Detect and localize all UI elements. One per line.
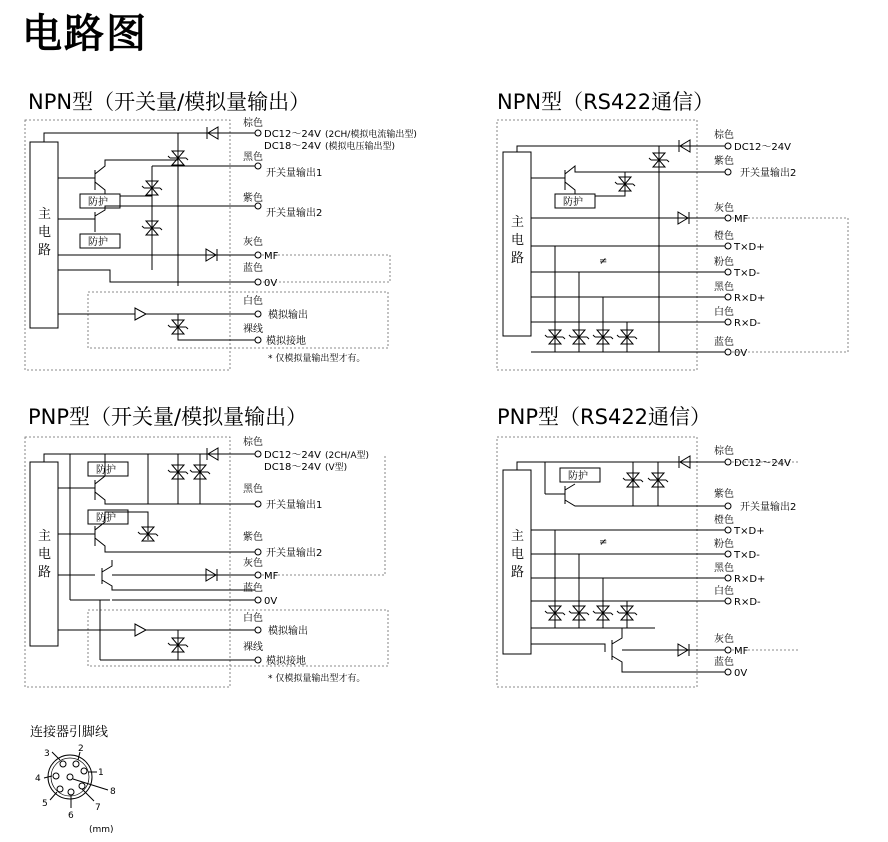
wire-label-bare: 裸线 [243,642,263,653]
protect-label: 防护 [88,197,108,208]
sw-out2-label: 开关量输出2 [266,208,323,219]
wire-label-gray: 灰色 [243,237,263,248]
main-circuit-char-3: 路 [38,565,52,580]
pin-6-label: 6 [68,811,74,821]
wire-label-gray: 灰色 [714,203,734,214]
wire-label-purple: 紫色 [243,193,263,204]
protect-label: 防护 [568,471,588,482]
rxd-minus-label: R×D- [734,318,761,329]
rxd-minus-label: R×D- [734,597,761,608]
zero-v-label: 0V [264,278,278,289]
svg-text:≠: ≠ [599,256,608,267]
wire-label-bare: 裸线 [243,324,263,335]
txd-minus-label: T×D- [734,550,760,561]
pnp-analog-circuit [25,435,388,687]
analog-note: * 仅模拟量输出型才有。 [268,674,366,684]
dc12-note: (2CH/A型) [325,451,369,461]
zero-v-label: 0V [264,596,278,607]
analog-gnd-label: 模拟接地 [266,656,306,667]
zero-v-label: 0V [734,348,748,359]
wire-label-purple: 紫色 [243,532,263,543]
sw-out2-label: 开关量输出2 [266,548,323,559]
zero-v-label: 0V [734,668,748,679]
dc18-label: DC18～24V [264,462,321,473]
wire-label-purple: 紫色 [714,489,734,500]
wire-label-brown: 棕色 [243,118,263,129]
amplifier-icon [135,308,146,320]
pnp-rs422-circuit [497,437,800,687]
sw-out2-label: 开关量输出2 [740,168,797,179]
wire-label-blue: 蓝色 [243,583,263,594]
dc12-label: DC12～24V [734,458,791,469]
wire-label-black: 黑色 [714,282,734,293]
dc12-label: DC12～24V [264,450,321,461]
wire-label-white: 白色 [714,307,734,318]
section-title-npn-analog: NPN型（开关量/模拟量输出） [28,90,311,114]
sw-out1-label: 开关量输出1 [266,500,323,511]
wire-label-blue: 蓝色 [243,263,263,274]
analog-out-label: 模拟输出 [268,626,308,637]
main-circuit-char-2: 电 [38,225,52,240]
main-circuit-box [503,470,531,654]
main-circuit-char-1: 主 [38,529,52,544]
main-circuit-char-3: 路 [511,565,525,580]
wire-label-brown: 棕色 [714,446,734,457]
wire-label-gray: 灰色 [714,634,734,645]
pin-1-label: 1 [98,768,104,778]
wire-label-brown: 棕色 [714,130,734,141]
main-circuit-char-2: 电 [511,547,525,562]
amplifier-icon [135,624,146,636]
pin-8-label: 8 [110,787,116,797]
dc18-note: (模拟电压输出型) [325,142,396,152]
protect-label: 防护 [96,465,116,476]
wire-label-orange: 橙色 [714,515,734,526]
wire-label-pink: 粉色 [714,257,734,268]
main-circuit-char-2: 电 [511,233,525,248]
npn-rs422-circuit [497,120,848,370]
npn-analog-circuit [25,116,417,370]
section-title-npn-rs422: NPN型（RS422通信） [497,90,715,114]
mf-label: MF [734,646,749,657]
pin-2-label: 2 [78,744,84,754]
rxd-plus-label: R×D+ [734,293,766,304]
protect-label: 防护 [88,237,108,248]
unit-label: (mm) [89,825,114,835]
connector-pinout [35,744,116,835]
dc12-label: DC12～24V [264,129,321,140]
analog-gnd-label: 模拟接地 [266,336,306,347]
protect-label: 防护 [96,513,116,524]
protect-label: 防护 [563,197,583,208]
section-title-pnp-analog: PNP型（开关量/模拟量输出） [28,405,308,429]
txd-plus-label: T×D+ [734,526,765,537]
wire-label-blue: 蓝色 [714,657,734,668]
wire-label-gray: 灰色 [243,558,263,569]
mf-label: MF [264,571,279,582]
dc12-note: (2CH/模拟电流输出型) [325,130,417,140]
wire-label-black: 黑色 [714,563,734,574]
dc18-note: (V型) [325,463,348,473]
wire-label-purple: 紫色 [714,156,734,167]
txd-minus-label: T×D- [734,268,760,279]
wire-label-blue: 蓝色 [714,337,734,348]
wire-label-white: 白色 [243,296,263,307]
wire-label-black: 黑色 [243,484,263,495]
page-title: 电路图 [22,11,148,57]
mf-label: MF [734,214,749,225]
dc12-label: DC12～24V [734,142,791,153]
main-circuit-char-1: 主 [511,529,525,544]
wire-label-pink: 粉色 [714,539,734,550]
svg-text:≠: ≠ [599,537,608,548]
main-circuit-char-2: 电 [38,547,52,562]
wire-label-brown: 棕色 [243,437,263,448]
pin-3-label: 3 [44,749,50,759]
mf-label: MF [264,251,279,262]
section-title-pnp-rs422: PNP型（RS422通信） [497,405,712,429]
wire-label-white: 白色 [714,586,734,597]
main-circuit-char-1: 主 [38,207,52,222]
main-circuit-char-3: 路 [38,243,52,258]
pin-7-label: 7 [95,803,101,813]
wire-label-black: 黑色 [243,152,263,163]
pin-4-label: 4 [35,774,41,784]
rxd-plus-label: R×D+ [734,574,766,585]
main-circuit-char-3: 路 [511,251,525,266]
wire-label-orange: 橙色 [714,231,734,242]
main-circuit-char-1: 主 [511,215,525,230]
analog-note: * 仅模拟量输出型才有。 [268,354,366,364]
dc18-label: DC18～24V [264,141,321,152]
pin-5-label: 5 [42,799,48,809]
connector-title: 连接器引脚线 [30,725,109,740]
wire-label-white: 白色 [243,613,263,624]
txd-plus-label: T×D+ [734,242,765,253]
sw-out1-label: 开关量输出1 [266,168,323,179]
sw-out2-label: 开关量输出2 [740,502,797,513]
analog-out-label: 模拟输出 [268,310,308,321]
